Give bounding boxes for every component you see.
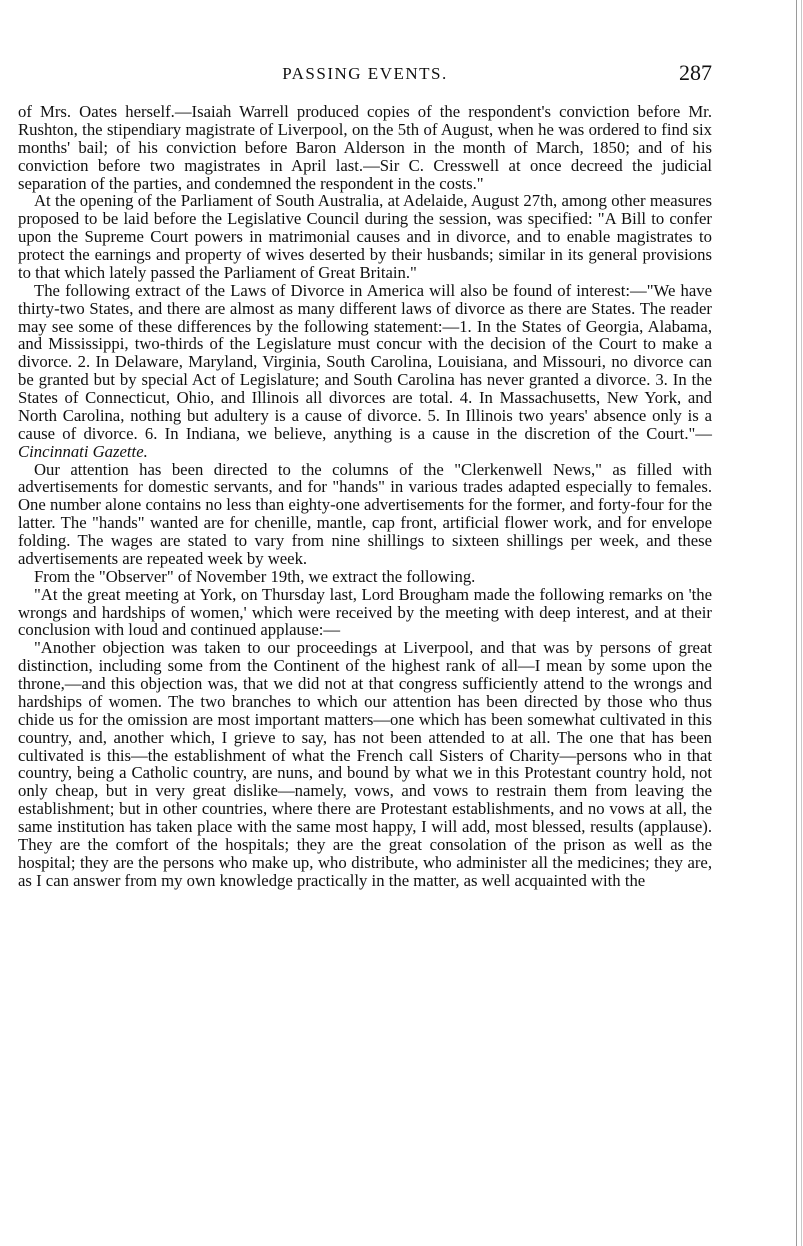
paragraph-oates-case: of Mrs. Oates herself.—Isaiah Warrell produced copies of the respondent's conviction before Mr. Rushton, the stipendiary magistrate of Liverpool, on the 5th of August, when he was ordered to find six months' bail; of his conviction before Baron Alderson in the month of March, 1850; and of his conviction before two magistrates in April last.—Sir C. Cresswell at once decreed the judicial separation of the parties, and condemned the respondent in the costs." (18, 102, 712, 193)
paragraph-brougham-speech: "Another objection was taken to our proceedings at Liverpool, and that was by persons of great distinction, including some from the Continent of the highest rank of all—I mean by some upon the throne,—and this objection was, that we did not at that congress sufficiently attend to the wrongs and hardships of women. The two branches to which our attention has been directed by those who thus chide us for the omission are most important matters—one which has been somewhat cultivated in this country, and, another which, I grieve to say, has not been attended to at all. The one that has been cultivated is this—the establishment of what the French call Sisters of Charity—persons who in that country, being a Catholic country, are nuns, and bound by what we in this Protestant country hold, not only cheap, but in very great dislike—namely, vows, and vows to restrain them from leaving the establishment; but in other countries, where there are Protestant establishments, and no vows at all, the same institution has taken place with the same most happy, I will add, most blessed, results (applause). They are the comfort of the hospitals; they are the great consolation of the prison as well as the hospital; they are the persons who make up, who distribute, who administer all the medicines; they are, as I can answer from my own knowledge practically in the matter, as well acquainted with the (18, 638, 712, 890)
paragraph-observer-intro: From the "Observer" of November 19th, we extract the following. (34, 566, 476, 586)
source-cincinnati-gazette: Cincinnati Gazette. (18, 441, 148, 461)
paragraph-divorce-america (18, 282, 712, 461)
paragraph-south-australia: At the opening of the Parliament of South Australia, at Adelaide, August 27th, among other measures proposed to be laid before the Legislative Council during the session, was specified: "A Bill to confer upon the Supreme Court powers in matrimonial causes and in divorce, and to enable magistrates to protect the earnings and property of wives deserted by their husbands; similar in its general provisions to that which lately passed the Parliament of Great Britain." (18, 191, 712, 282)
paragraph-clerkenwell-news: Our attention has been directed to the columns of the "Clerkenwell News," as filled with advertisements for domestic servants, and for "hands" in various trades adapted especially to females. One number alone contains no less than eighty-one advertisements for the former, and forty-four for the latter. The "hands" wanted are for chenille, mantle, cap front, artificial flower work, and for envelope folding. The wages are stated to vary from nine shillings to sixteen shillings per week, and these advertisements are repeated week by week. (18, 459, 712, 568)
running-head: PASSING EVENTS. (282, 64, 448, 83)
page-edge-rule (796, 0, 797, 1246)
paragraph-york-meeting: "At the great meeting at York, on Thursday last, Lord Brougham made the following remarks on 'the wrongs and hardships of women,' which were received by the meeting with deep interest, and at their conclusion with loud and continued applause:— (18, 584, 712, 640)
text-column (18, 103, 712, 890)
page-header (18, 60, 712, 90)
page-number: 287 (679, 60, 712, 85)
divorce-america-text: The following extract of the Laws of Divorce in America will also be found of interest:—"We have thirty-two States, and there are almost as many different laws of divorce as there are States. The reader may see some of these differences by the following statement:—1. In the States of Georgia, Alabama, and Mississippi, two-thirds of the Legislature must concur with the decision of the Court to make a divorce. 2. In Delaware, Maryland, Virginia, South Carolina, Louisiana, and Missouri, no divorce can be granted but by special Act of Legislature; and South Carolina has never granted a divorce. 3. In the States of Connecticut, Ohio, and Illinois all divorces are total. 4. In Massachusetts, New York, and North Carolina, nothing but adultery is a cause of divorce. 5. In Illinois two years' absence only is a cause of divorce. 6. In Indiana, we believe, anything is a cause in the discretion of the Court."— (18, 280, 712, 443)
page-edge-rule-outer (801, 0, 802, 1246)
